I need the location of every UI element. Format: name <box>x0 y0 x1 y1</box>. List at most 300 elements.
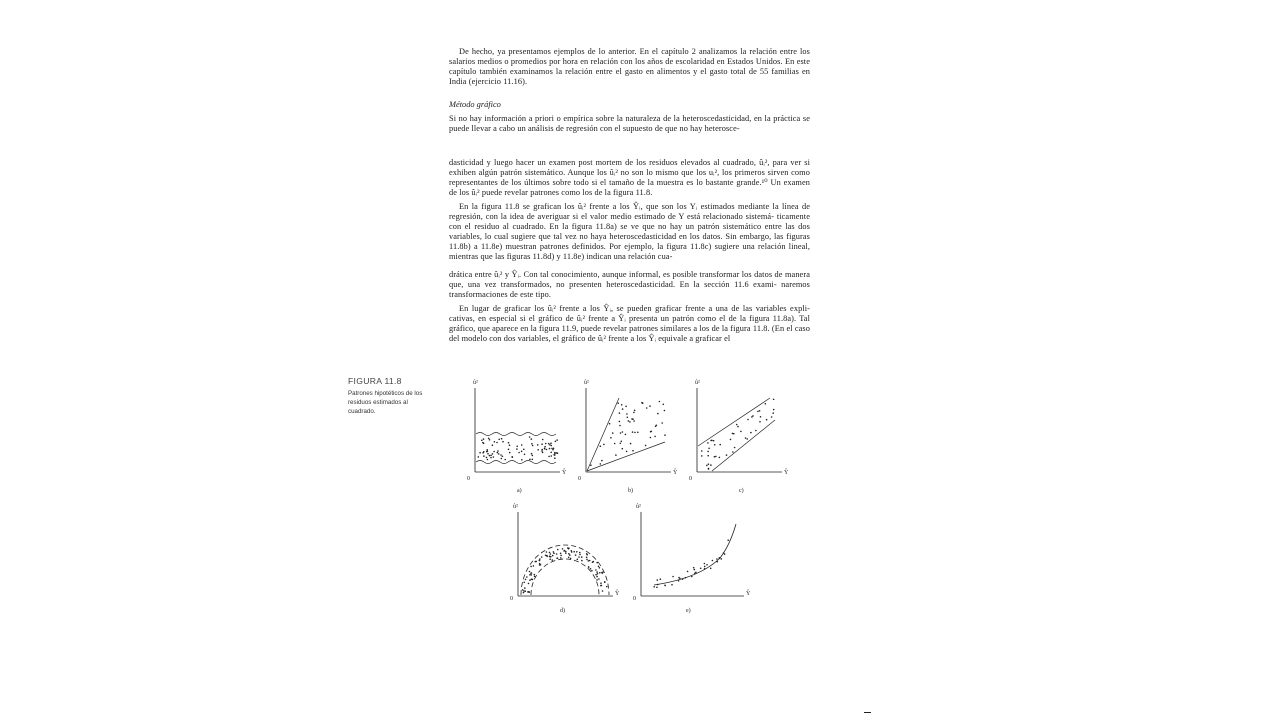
scatter-dot <box>612 432 614 434</box>
scatter-dot <box>531 574 533 576</box>
y-axis-label: û² <box>636 504 641 510</box>
panel-label-d: d) <box>560 608 565 614</box>
page-mark <box>864 712 871 713</box>
scatter-dot <box>632 450 634 452</box>
scatter-dot <box>545 443 547 445</box>
scatter-dot <box>685 577 687 579</box>
upper-band-boundary <box>476 433 556 436</box>
scatter-dot <box>549 556 551 558</box>
y-axis-label: û² <box>584 380 589 386</box>
scatter-dot <box>627 417 629 419</box>
scatter-dot <box>721 558 723 560</box>
scatter-dot <box>576 551 578 553</box>
scatter-dot <box>492 453 494 455</box>
scatter-dot <box>581 556 583 558</box>
scatter-dot <box>549 558 551 560</box>
scatter-dot <box>482 442 484 444</box>
scatter-dots-d <box>522 547 608 593</box>
scatter-dot <box>478 456 480 458</box>
panel-label-b: b) <box>628 488 633 494</box>
scatter-dot <box>551 455 553 457</box>
scatter-dot <box>542 452 544 454</box>
lower-fan-line <box>587 442 665 471</box>
scatter-dot <box>671 584 673 586</box>
x-axis-label: Ŷ <box>562 470 567 476</box>
scatter-dot <box>541 556 543 558</box>
scatter-dot <box>548 443 550 445</box>
scatter-dot <box>586 554 588 556</box>
scatter-dot <box>603 444 605 446</box>
scatter-dot <box>595 574 597 576</box>
scatter-dot <box>549 444 551 446</box>
scatter-dot <box>626 413 628 415</box>
scatter-dot <box>516 448 518 450</box>
scatter-dot <box>489 439 491 441</box>
scatter-dot <box>621 441 623 443</box>
scatter-dot <box>750 432 752 434</box>
origin-label: 0 <box>633 596 636 602</box>
scatter-dot <box>631 418 633 420</box>
figure-panel-c <box>686 376 801 496</box>
scatter-dot <box>711 440 713 442</box>
scatter-dot <box>555 441 557 443</box>
scatter-dot <box>549 448 551 450</box>
figure-panel-b <box>575 376 690 496</box>
scatter-dot <box>732 451 734 453</box>
scatter-dot <box>633 420 635 422</box>
scatter-dot <box>501 458 503 460</box>
scatter-dot <box>560 553 562 555</box>
scatter-dot <box>628 420 630 422</box>
scatter-dot <box>527 591 529 593</box>
scatter-dot <box>532 455 534 457</box>
scatter-dot <box>487 450 489 452</box>
scatter-dot <box>622 408 624 410</box>
scatter-dot <box>773 409 775 411</box>
scatter-dot <box>620 432 622 434</box>
x-axis-label: Ŷ <box>615 591 620 597</box>
scatter-dot <box>563 550 565 552</box>
scatter-dot <box>523 590 525 592</box>
scatter-dot <box>622 448 624 450</box>
scatter-dot <box>562 548 564 550</box>
scatter-dot <box>509 452 511 454</box>
scatter-dot <box>622 431 624 433</box>
scatter-dot <box>592 561 594 563</box>
scatter-dot <box>733 433 735 435</box>
scatter-dot <box>575 554 577 556</box>
scatter-dot <box>588 566 590 568</box>
scatter-dot <box>679 578 681 580</box>
scatter-dot <box>487 453 489 455</box>
scatter-dot <box>599 572 601 574</box>
scatter-dot <box>529 571 531 573</box>
scatter-dot <box>599 567 601 569</box>
scatter-dot <box>492 444 494 446</box>
scatter-dot <box>708 468 710 470</box>
scatter-dot <box>691 576 693 578</box>
scatter-dot <box>757 411 759 413</box>
scatter-dot <box>633 412 635 414</box>
scatter-dot <box>522 589 524 591</box>
scatter-dot <box>706 564 708 566</box>
scatter-dot <box>614 443 616 445</box>
scatter-dot <box>707 455 709 457</box>
paragraph-figure-description: En la figura 11.8 se grafican los ûᵢ² frente a los Ŷᵢ, que son los Yᵢ estimados mediante la línea de regresión, con la idea de averiguar si el valor medio estimado de Y está relacionado sistemá- ticamente con el residuo al cuadrado. En la figura 11.8a) se ve que no hay un patrón sistemático entre las dos variables, lo cual sugiere que tal vez no haya heteroscedasticidad en los datos. Sin embargo, las figuras 11.8b) a 11.8e) muestran patrones definidos. Por ejemplo, la figura 11.8c) sugiere una relación lineal, mientras que las figuras 11.8d) y 11.8e) indican una relación cua- <box>449 202 810 262</box>
scatter-dot <box>715 456 717 458</box>
scatter-dot <box>704 566 706 568</box>
scatter-dots-e <box>653 539 729 588</box>
scatter-dot <box>765 403 767 405</box>
scatter-dot <box>524 587 526 589</box>
scatter-dot <box>489 455 491 457</box>
scatter-dot <box>537 444 539 446</box>
scatter-dot <box>600 582 602 584</box>
scatter-dot <box>560 557 562 559</box>
scatter-dot <box>630 443 632 445</box>
scatter-dot <box>568 557 570 559</box>
origin-label: 0 <box>578 476 581 482</box>
scatter-dot <box>511 456 513 458</box>
scatter-dot <box>534 576 536 578</box>
scatter-dot <box>482 452 484 454</box>
scatter-dot <box>502 441 504 443</box>
y-axis-label: û² <box>473 380 478 386</box>
scatter-dot <box>530 566 532 568</box>
scatter-dot <box>516 446 518 448</box>
scatter-dot <box>771 416 773 418</box>
scatter-dot <box>546 551 548 553</box>
scatter-dot <box>656 587 658 589</box>
scatter-dot <box>701 455 703 457</box>
scatter-dot <box>773 399 775 401</box>
scatter-dot <box>713 440 715 442</box>
scatter-dot <box>619 425 621 427</box>
scatter-dot <box>596 579 598 581</box>
scatter-dot <box>730 439 732 441</box>
figure-panel-d <box>507 500 622 620</box>
scatter-dot <box>693 567 695 569</box>
scatter-dot <box>551 448 553 450</box>
scatter-dot <box>651 431 653 433</box>
figure-label: FIGURA 11.8 <box>348 376 402 386</box>
scatter-dot <box>573 551 575 553</box>
scatter-dot <box>650 437 652 439</box>
scatter-dot <box>751 416 753 418</box>
scatter-dot <box>529 436 531 438</box>
scatter-dot <box>539 560 541 562</box>
scatter-dot <box>554 457 556 459</box>
scatter-dot <box>732 433 734 435</box>
scatter-dot <box>550 553 552 555</box>
scatter-dot <box>772 412 774 414</box>
scatter-dot <box>577 559 579 561</box>
paragraph-post-mortem: dasticidad y luego hacer un examen post mortem de los residuos elevados al cuadrado, ûᵢ², para ver si exhiben algún patrón sistemático. Aunque los ûᵢ² no son lo mismo que los uᵢ², los primeros sirven como representantes de los últimos sobre todo si el tamaño de la muestra es lo bastante grande.¹⁰ Un examen de los ûᵢ² puede revelar patrones como los de la figura 11.8. <box>449 158 810 198</box>
scatter-dot <box>524 454 526 456</box>
scatter-dot <box>657 584 659 586</box>
scatter-dot <box>706 465 708 467</box>
scatter-dot <box>532 445 534 447</box>
scatter-dot <box>759 410 761 412</box>
scatter-dot <box>523 582 525 584</box>
scatter-dot <box>629 421 631 423</box>
scatter-dots-a <box>478 436 559 460</box>
scatter-dot <box>557 549 559 551</box>
scatter-dot <box>494 441 496 443</box>
scatter-dot <box>596 571 598 573</box>
scatter-dot <box>760 416 762 418</box>
scatter-dot <box>723 552 725 554</box>
scatter-dot <box>483 455 485 457</box>
scatter-dot <box>532 459 534 461</box>
scatter-dot <box>755 430 757 432</box>
panel-label-c: c) <box>739 488 744 494</box>
scatter-dot <box>719 444 721 446</box>
scatter-dot <box>549 552 551 554</box>
scatter-dot <box>502 456 504 458</box>
figure-panel-e <box>630 500 755 620</box>
scatter-dot <box>694 569 696 571</box>
scatter-dot <box>620 443 622 445</box>
scatter-dot <box>530 572 532 574</box>
figure-caption: Patrones hipotéticos de los residuos estimados al cuadrado. <box>348 390 423 415</box>
scatter-dot <box>544 448 546 450</box>
scatter-dot <box>598 578 600 580</box>
scatter-dot <box>531 443 533 445</box>
scatter-dot <box>504 459 506 461</box>
scatter-dot <box>556 439 558 441</box>
scatter-dot <box>626 451 628 453</box>
origin-label: 0 <box>467 476 470 482</box>
scatter-dot <box>714 456 716 458</box>
paragraph-graphic-method: Si no hay información a priori o empírica sobre la naturaleza de la heteroscedasticidad, en la práctica se puede llevar a cabo un análisis de regresión con el supuesto de que no hay heterosce- <box>449 114 810 134</box>
scatter-dot <box>619 421 621 423</box>
scatter-dot <box>541 450 543 452</box>
scatter-dot <box>553 448 555 450</box>
scatter-dot <box>533 565 535 567</box>
scatter-dot <box>488 438 490 440</box>
scatter-dot <box>544 446 546 448</box>
scatter-dot <box>528 583 530 585</box>
scatter-dot <box>707 451 709 453</box>
scatter-dot <box>554 454 556 456</box>
scatter-dot <box>586 557 588 559</box>
scatter-dot <box>497 450 499 452</box>
scatter-dot <box>615 454 617 456</box>
scatter-dot <box>579 552 581 554</box>
scatter-dot <box>552 449 554 451</box>
scatter-dot <box>712 560 714 562</box>
scatter-dot <box>653 586 655 588</box>
scatter-dot <box>531 453 533 455</box>
figure-panel-a <box>464 376 579 496</box>
scatter-dot <box>634 432 636 434</box>
scatter-dot <box>710 464 712 466</box>
upper-band-line <box>698 398 770 446</box>
scatter-dot <box>570 558 572 560</box>
scatter-dot <box>498 439 500 441</box>
scatter-dot <box>509 444 511 446</box>
scatter-dot <box>534 574 536 576</box>
scatter-dot <box>493 456 495 458</box>
scatter-dot <box>766 419 768 421</box>
scatter-dot <box>486 457 488 459</box>
scatter-dot <box>537 449 539 451</box>
scatter-dot <box>641 402 643 404</box>
scatter-dot <box>493 451 495 453</box>
scatter-dot <box>565 552 567 554</box>
scatter-dot <box>490 455 492 457</box>
scatter-dot <box>550 452 552 454</box>
scatter-dot <box>546 449 548 451</box>
scatter-dot <box>531 438 533 440</box>
scatter-dot <box>664 585 666 587</box>
scatter-dot <box>664 434 666 436</box>
section-heading: Método gráfico <box>449 100 501 109</box>
panel-label-a: a) <box>517 488 522 494</box>
scatter-dot <box>694 573 696 575</box>
scatter-dot <box>529 579 531 581</box>
scatter-dot <box>727 539 729 541</box>
scatter-dot <box>664 410 666 412</box>
scatter-dot <box>525 579 527 581</box>
scatter-dot <box>590 464 592 466</box>
scatter-dot <box>568 553 570 555</box>
scatter-dot <box>656 425 658 427</box>
scatter-dot <box>560 555 562 557</box>
scatter-dot <box>637 432 639 434</box>
scatter-dot <box>590 568 592 570</box>
scatter-dot <box>659 401 661 403</box>
scatter-dot <box>663 404 665 406</box>
scatter-dot <box>532 579 534 581</box>
scatter-dot <box>606 586 608 588</box>
scatter-dot <box>557 557 559 559</box>
quadratic-curve <box>654 524 736 585</box>
scatter-dot <box>486 449 488 451</box>
scatter-dot <box>556 553 558 555</box>
scatter-dot <box>521 459 523 461</box>
scatter-dot <box>539 563 541 565</box>
scatter-dot <box>617 402 619 404</box>
scatter-dot <box>496 442 498 444</box>
scatter-dot <box>672 576 674 578</box>
paragraph-intro: De hecho, ya presentamos ejemplos de lo anterior. En el capítulo 2 analizamos la relación entre los salarios medios o promedios por hora en relación con los años de escolaridad en Estados Unidos. En este capítulo también examinamos la relación entre el gasto en alimentos y el gasto total de 55 familias en India (ejercicio 11.16). <box>449 47 810 87</box>
scatter-dot <box>632 431 634 433</box>
scatter-dot <box>521 444 523 446</box>
scatter-dot <box>717 561 719 563</box>
scatter-dot <box>565 551 567 553</box>
scatter-dot <box>740 431 742 433</box>
scatter-dot <box>600 445 602 447</box>
scatter-dot <box>747 419 749 421</box>
x-axis-label: Ŷ <box>746 591 751 597</box>
scatter-dot <box>625 406 627 408</box>
scatter-dot <box>579 554 581 556</box>
scatter-dot <box>501 438 503 440</box>
y-axis-label: û² <box>695 380 700 386</box>
scatter-dot <box>598 566 600 568</box>
scatter-dot <box>609 423 611 425</box>
scatter-dot <box>541 443 543 445</box>
scatter-dot <box>523 592 525 594</box>
scatter-dot <box>714 444 716 446</box>
origin-label: 0 <box>689 476 692 482</box>
inner-arc <box>531 559 599 595</box>
scatter-dot <box>479 452 481 454</box>
scatter-dot <box>710 568 712 570</box>
scatter-dot <box>661 422 663 424</box>
scatter-dot <box>657 579 659 581</box>
panel-label-e: e) <box>686 608 691 614</box>
scatter-dot <box>600 463 602 465</box>
scatter-dot <box>734 447 736 449</box>
scatter-dot <box>553 553 555 555</box>
lower-band-boundary <box>476 461 556 464</box>
scatter-dot <box>571 550 573 552</box>
scatter-dots-c <box>701 399 775 470</box>
scatter-dot <box>529 574 531 576</box>
scatter-dot <box>529 459 531 461</box>
scatter-dot <box>745 437 747 439</box>
scatter-dot <box>550 442 552 444</box>
scatter-dot <box>596 576 598 578</box>
scatter-dot <box>619 412 621 414</box>
scatter-dots-b <box>590 401 666 466</box>
scatter-dot <box>604 581 606 583</box>
scatter-dot <box>601 585 603 587</box>
scatter-dot <box>660 578 662 580</box>
scatter-dot <box>500 454 502 456</box>
scatter-dot <box>708 463 710 465</box>
scatter-dot <box>523 449 525 451</box>
scatter-dot <box>716 558 718 560</box>
scatter-dot <box>557 452 559 454</box>
upper-fan-line <box>587 398 619 471</box>
scatter-dot <box>569 554 571 556</box>
scatter-dot <box>646 407 648 409</box>
scatter-dot <box>497 452 499 454</box>
scatter-dot <box>719 457 721 459</box>
scatter-dot <box>704 563 706 565</box>
scatter-dot <box>602 572 604 574</box>
scatter-dot <box>541 449 543 451</box>
scatter-dot <box>595 569 597 571</box>
scatter-dot <box>548 456 550 458</box>
scatter-dot <box>554 452 556 454</box>
scatter-dot <box>591 570 593 572</box>
scatter-dot <box>508 449 510 451</box>
x-axis-label: Ŷ <box>784 470 789 476</box>
scatter-dot <box>682 578 684 580</box>
scatter-dot <box>610 437 612 439</box>
scatter-dot <box>602 590 604 592</box>
scatter-dot <box>588 560 590 562</box>
scatter-dot <box>487 459 489 461</box>
scatter-dot <box>545 555 547 557</box>
scatter-dot <box>601 460 603 462</box>
scatter-dot <box>736 424 738 426</box>
scatter-dot <box>657 413 659 415</box>
scatter-dot <box>737 426 739 428</box>
scatter-dot <box>553 551 555 553</box>
scatter-dot <box>700 568 702 570</box>
paragraph-explanatory-variables: En lugar de graficar los ûᵢ² frente a los Ŷᵢ, se pueden graficar frente a una de las variables expli- cativas, en especial si el gráfico de ûᵢ² frente a Ŷᵢ presenta un patrón como el de la figura 11.8a). Tal gráfico, que aparece en la figura 11.9, puede revelar patrones similares a los de la figura 11.8. (En el caso del modelo con dos variables, el gráfico de ûᵢ² frente a los Ŷᵢ equivale a graficar el <box>449 304 810 344</box>
scatter-dot <box>483 438 485 440</box>
scatter-dot <box>542 439 544 441</box>
scatter-dot <box>551 445 553 447</box>
scatter-dot <box>649 405 651 407</box>
